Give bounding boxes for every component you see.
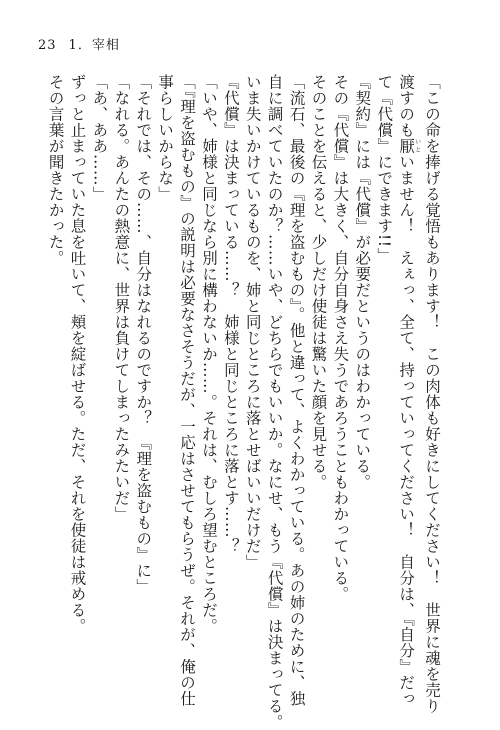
text-line: いま失いかけているものを、姉と同じところに落とせばいいだけだ」 (243, 74, 262, 570)
text-line: 事らしいからな」 (156, 74, 175, 202)
text-line: 『契約』には『代償』が必要だというのはわかっている。 (353, 74, 372, 490)
page-header (38, 34, 120, 53)
text-line: 「それでは、その……、自分はなれるのですか？ 『理を盗むもの』に」 (134, 74, 153, 595)
text-line: その『代償』は大きく、自分自身さえ失うであろうこともわかっている。 (331, 74, 350, 602)
text-line: 『代償』は決まっている……？ 姉様と同じところに落とす……？ (221, 74, 240, 554)
text-line: て『代償』にできます!!」 (375, 74, 394, 264)
text-line: 「なれる。あんたの熱意に、世界は負けてしまったみたいだ」 (112, 74, 131, 522)
text-line: ずっと止まっていた息を吐いて、頬を綻ばせる。ただ、それを使徒は戒める。 (68, 74, 87, 634)
page-number: 23 (38, 38, 57, 53)
text-line: そのことを伝えると、少しだけ使徒は驚いた顔を見せる。 (309, 74, 328, 490)
body-text (44, 74, 442, 730)
text-line: その言葉が聞きたかった。 (46, 74, 65, 266)
chapter-title: 1．宰相 (68, 38, 120, 53)
text-line: 「流石、最後の『理を盗むもの』。他と違って、よくわかっている。あの姉のために、独 (287, 74, 306, 707)
ruby-reading: いと (413, 138, 421, 154)
text-line: 「『理を盗むもの』の説明は必要なさそうだが、一応はさせてもらうぜ。それが、俺の仕 (178, 74, 197, 707)
text-segment: いません！ えぇっ、全て、持っていってください！ 自分は、『自分』だっ (397, 154, 416, 707)
text-line: 「あ、ああ……」 (90, 74, 109, 202)
ruby-base: 厭 (397, 138, 416, 154)
text-segment: 渡すのも (397, 74, 416, 138)
text-line: 「この命を捧げる覚悟もあります！ この肉体も好きにしてください！ 世界に魂を売り (423, 74, 441, 714)
text-line (394, 74, 421, 707)
ruby-annotation (397, 138, 421, 154)
text-line: 自に調べていたのか？……いや、どちらでもいいか。なにせ、もう『代償』は決まってる。 (265, 74, 284, 730)
text-line: 「いや、姉様と同じなら別に構わないか……。それは、むしろ望むところだ。 (199, 74, 218, 634)
